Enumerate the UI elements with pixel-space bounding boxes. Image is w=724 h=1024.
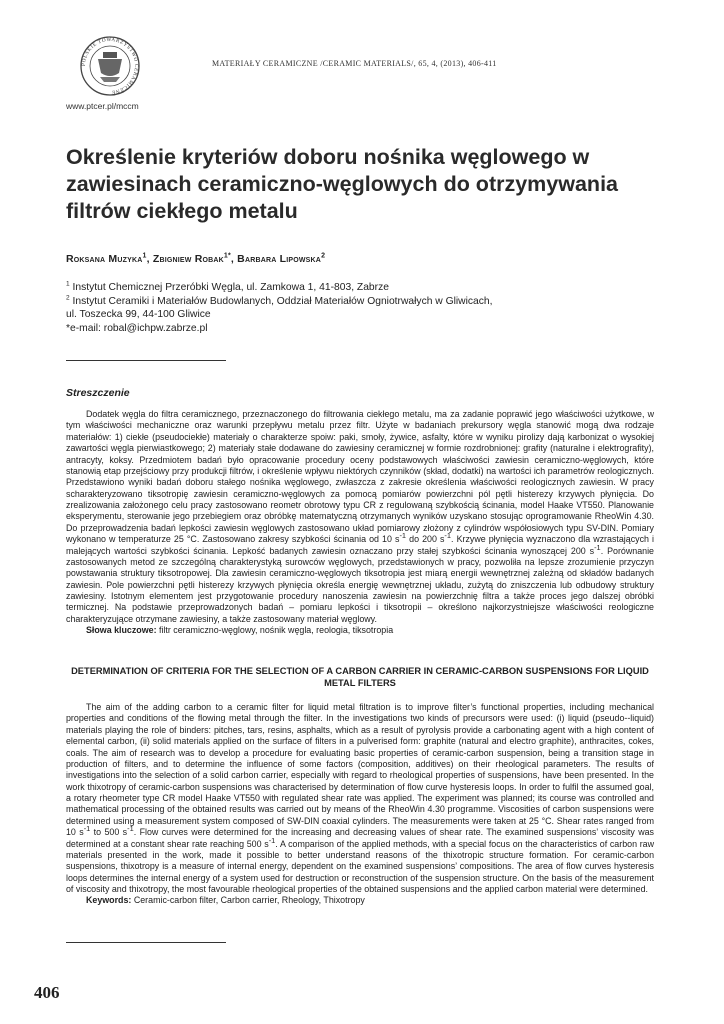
author-affiliation-mark: 1 (142, 252, 147, 260)
journal-reference: MATERIAŁY CERAMICZNE /CERAMIC MATERIALS/, 65, 4, (2013), 406-411 (212, 59, 497, 68)
divider (66, 360, 226, 361)
affiliation-text[interactable]: *e-mail: robal@ichpw.zabrze.pl (66, 322, 208, 334)
paper-title: Określenie kryteriów doboru nośnika węglowego w zawiesinach ceramiczno-węglowych do otrzymywania filtrów ciekłego metalu (66, 145, 618, 223)
author-separator: , (230, 253, 238, 265)
divider (66, 942, 226, 943)
journal-url[interactable]: www.ptcer.pl/mccm (66, 101, 139, 111)
affiliation-text: ul. Toszecka 99, 44-100 Gliwice (66, 309, 211, 320)
affiliations (66, 281, 666, 335)
keywords-text: Ceramic-carbon filter, Carbon carrier, Rheology, Thixotropy (131, 895, 365, 906)
keywords-label: Keywords: (86, 895, 132, 906)
author-affiliation-mark: 1* (223, 252, 231, 260)
abstract-text: . Flow curves were determined for the increasing and decreasing values of shear rate. The examined suspensions’ viscosity was determined at a constant shear rate reaching 500 s (66, 827, 654, 849)
abstract-text: . A comparison of the applied methods, with a special focus on the characteristics of carbon raw materials presented in the work, made it possible to better understand reasons of the thixotropic structure formation. For ceramic-carbon suspensions, thixotropy is a measure of internal energy, dependent on the examined suspensions’ compositions. The area of flow curves hysteresis loops determines the internal energy of a system used for destruction or reconstruction of the suspension structure. On the basis of the measurement of viscosity and thixotropy, the most favourable rheological properties of the obtained suspensions and the applied carbon material were determined. (66, 838, 655, 894)
keywords-label: Słowa kluczowe: (86, 625, 157, 636)
author-name: Zbigniew Robak (152, 253, 224, 265)
keywords-text: filtr ceramiczno-węglowy, nośnik węgla, reologia, tiksotropia (156, 625, 394, 636)
abstract-paragraph (66, 702, 654, 895)
author-separator: , (146, 253, 153, 265)
affiliation-text: Instytut Chemicznej Przeróbki Węgla, ul. Zamkowa 1, 41-803, Zabrze (69, 282, 389, 293)
unit-exponent: -1 (399, 531, 407, 541)
abstract-paragraph (66, 409, 654, 625)
unit-exponent: -1 (83, 824, 91, 834)
abstract-heading: Streszczenie (66, 387, 130, 399)
abstract-text: do 200 s (406, 534, 445, 545)
affiliation-text: Instytut Ceramiki i Materiałów Budowlanych, Oddział Materiałów Ogniotrwałych w Gliwicach, (69, 295, 493, 307)
keywords-english (66, 895, 654, 906)
abstract-polish (66, 409, 654, 637)
keywords-polish (66, 625, 654, 636)
abstract-text: . Porównanie zastosowanych metod ze szczególną charakterystyką surowców węglowych, przedstawionych w pracy, pozwoliła na lepsze zrozumienie przyczyn powstawania struktury tiksotropowej. Dla zawiesin ceramiczno-węglowych tiksotropia jest miarą energii wewnętrznej zależną od składów badanych zawiesin. Pole powierzchni pętli histerezy krzywych płynięcia określa energię wewnętrznej układu, zużytą do zniszczenia lub odbudowy struktury zawiesiny. Istotnym elementem jest przygotowanie procedury nanoszenia zawiesin na powierzchnię filtra a także proces jego dalszej obróbki termicznej. Na podstawie przeprowadzonych badań – pomiaru lepkości i tiksotropii – określono najkorzystniejsze właściwości reologiczne charakteryzujące otrzymane zawiesiny, a także zastosowany materiał węglowy. (66, 545, 654, 624)
affiliation-mark: 2 (66, 294, 70, 302)
page-number: 406 (34, 983, 60, 1002)
abstract-english (66, 702, 654, 907)
logo-ring-text: POLSKIE TOWARZYSTWO CERAMICZNE (80, 36, 140, 96)
affiliation-line (66, 295, 666, 309)
author-list (66, 253, 325, 265)
contact-email[interactable] (66, 322, 666, 336)
author-name: Barbara Lipowska (237, 253, 322, 265)
unit-exponent: -1 (444, 531, 452, 541)
unit-exponent: -1 (127, 824, 134, 834)
author-affiliation-mark: 2 (321, 252, 326, 260)
affiliation-mark: 1 (66, 280, 70, 288)
affiliation-line (66, 281, 666, 295)
abstract-text: The aim of the adding carbon to a ceramic filter for liquid metal filtration is to improve filter’s functional properties, including mechanical properties and conditions of the flowing metal through the filter. In the investigations two kinds of precursors were used: (i) liquid (pseudo--liquid) materials playing the role of binders: pitches, tars, resins, asphalts, which as a result of pyrolysis provide a carbonating agent with a high content of elemental carbon, (ii) solid materials applied on the surface of filters in a pulverised form: graphite (natural and electro graphite), anthracites, cokes, coals. The aim of research was to develop a procedure for evaluating basic properties of ceramic-carbon suspension, being a transition stage in production of filters, and to determine the influence of some factors (composition, additives) on their rheological parameters. The results of investigations into the selection of a solid carbon carrier, especially with regard to rheological properties of suspensions, have been presented. In the work thixotropy of ceramic-carbon suspensions was characterised by determination of flow curve hysteresis loops. In order to fulfil the assumed goal, a rotary rheometer type CR model Haake VT550 with regulated shear rate was applied. The experiment was planned; its course was controlled and mathematical processing of the obtained results was carried out by means of the RheoWin 4.30 programme. Viscosities of carbon suspensions were determined using a measurement system composed of SW-DIN coaxial cylinders. The measurements were taken at 25 °C. Shear rates ranged from 10 s (66, 702, 654, 838)
affiliation-line (66, 308, 666, 322)
abstract-text: to 500 s (90, 827, 128, 838)
society-logo (70, 35, 150, 99)
author-name: Roksana Muzyka (66, 253, 143, 265)
abstract-text: . Krzywe płynięcia wyznaczono dla wzrastających i malejących wartości szybkości ścinania. Lepkość badanych zawiesin oznaczano przy stałej szybkości ścinania wynoszącej 200 s (66, 534, 654, 556)
unit-exponent: -1 (594, 542, 601, 552)
unit-exponent: -1 (268, 835, 276, 845)
english-title: DETERMINATION OF CRITERIA FOR THE SELECTION OF A CARBON CARRIER IN CERAMIC-CARBON SUSPENSIONS FOR LIQUID METAL FILTERS (71, 666, 649, 688)
abstract-text: Dodatek węgla do filtra ceramicznego, przeznaczonego do filtrowania ciekłego metalu, ma za zadanie poprawić jego właściwości użytkowe, w tym właściwości mechaniczne oraz warunki przepływu metalu przez filtr. Użyte w badaniach prekursory węgla stanowić mogą dwa rodzaje materiałów: 1) ciekłe (pseudociekłe) materiały o charakterze spoiw: paki, smoły, żywice, asfalty, które w wyniku pirolizy dają karbonizat o wysokiej zawartości węgla pierwiastkowego; 2) materiały stałe dodawane do zawiesiny ceramicznej w formie rozdrobnionej: grafity (naturalne i elektrografity), antracyty, koksy. Przedmiotem badań było opracowanie procedury oceny podstawowych właściwości zawiesin ceramiczno-węglowych, które stanowią etap przejściowy przy produkcji filtrów, i określenie wpływu niektórych czynników (skład, dodatki) na wartości ich parametrów reologicznych. Przedstawiono wyniki badań doboru stałego nośnika węglowego, zwłaszcza z zakresie określenia właściwości reologicznych zawiesin. W pracy scharakteryzowano tiksotropię zawiesin ceramiczno-węglowych za pomocą pomiarów powierzchni pól pętli histerezy krzywych płynięcia. Do zrealizowania założonego celu pracy zastosowano reometr obrotowy typu CR z regulowaną szybkością ścinania, model Haake VT550. Planowanie eksperymentu, sterowanie jego przebiegiem oraz obróbkę matematyczną otrzymanych wyników uzyskano stosując oprogramowanie RheoWin 4.30. Do przeprowadzenia badań lepkości zawiesin węglowych zastosowano układ pomiarowy złożony z cylindrów współosiowych typu SV-DIN. Pomiary wykonano w temperaturze 25 °C. Zastosowano zakresy szybkości ścinania od 10 s (66, 409, 654, 545)
